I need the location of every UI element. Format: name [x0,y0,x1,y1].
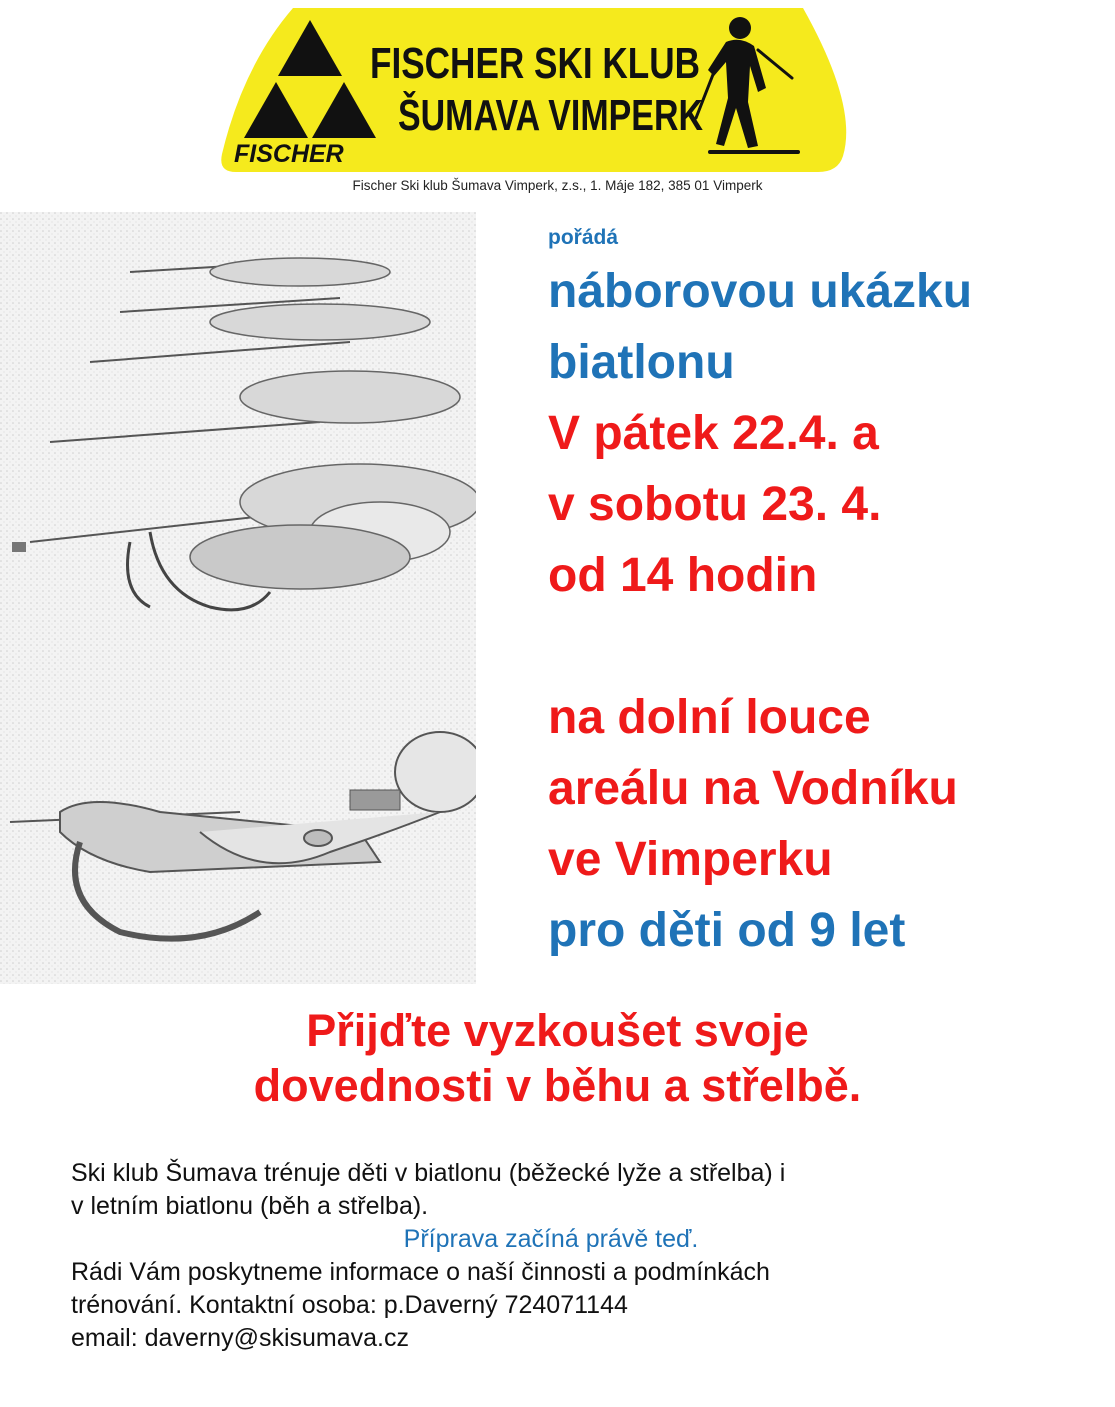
event-date-line1: V pátek 22.4. a [548,407,879,460]
event-audience: pro děti od 9 let [548,904,906,957]
event-place-line2: areálu na Vodníku [548,762,958,815]
info-para1-line1: Ski klub Šumava trénuje děti v biatlonu (běžecké lyže a střelba) i [71,1159,786,1187]
logo-line1: FISCHER SKI KLUB [370,39,700,88]
club-address: Fischer Ski klub Šumava Vimperk, z.s., 1. Máje 182, 385 01 Vimperk [352,178,763,193]
event-title-line2: biatlonu [548,336,735,389]
contact-email[interactable]: email: daverny@skisumava.cz [71,1324,409,1352]
event-details [548,226,1108,966]
event-time: od 14 hodin [548,549,818,602]
info-para2-line1: Rádi Vám poskytneme informace o naší činnosti a podmínkách [71,1258,770,1286]
logo-brand: FISCHER [234,140,344,168]
slogan [0,1003,1115,1113]
event-date-line2: v sobotu 23. 4. [548,478,882,531]
info-highlight: Příprava začíná právě teď. [403,1225,699,1253]
event-title-line1: náborovou ukázku [548,265,973,318]
biathlon-shooting-photo [0,212,476,984]
slogan-line1: Přijďte vyzkoušet svoje [306,1005,809,1056]
club-info [71,1157,1031,1355]
info-para1-line2: v letním biatlonu (běh a střelba). [71,1192,429,1220]
logo-line2: ŠUMAVA VIMPERK [398,91,794,140]
info-para2-line2: trénování. Kontaktní osoba: p.Daverný 724071144 [71,1291,628,1319]
event-intro: pořádá [548,226,619,249]
event-place-line1: na dolní louce [548,691,871,744]
slogan-line2: dovednosti v běhu a střelbě. [253,1060,862,1111]
club-logo [218,6,852,174]
event-place-line3: ve Vimperku [548,833,833,886]
